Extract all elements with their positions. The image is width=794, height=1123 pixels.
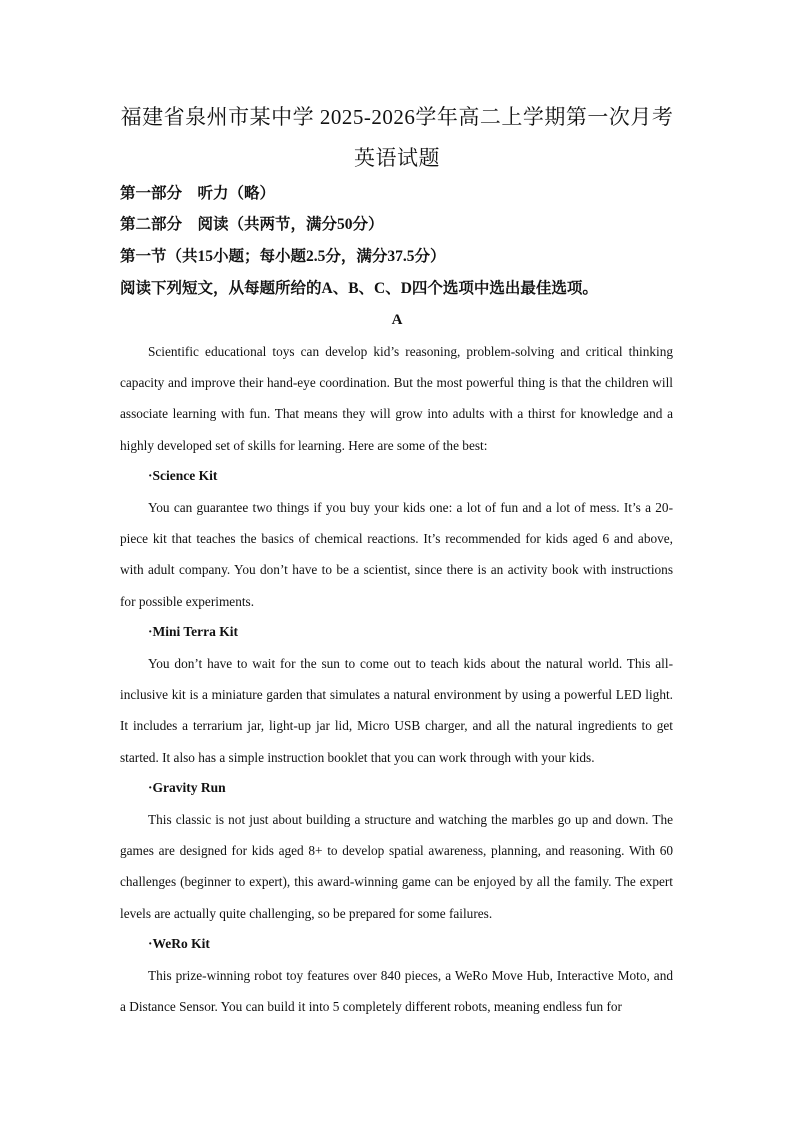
exam-subtitle: 英语试题 [354, 146, 440, 170]
passage-intro: Scientific educational toys can develop kid’s reasoning, problem-solving and critical thinking capacity and improve their hand-eye coordination. But the most powerful thing is that the children will associate learning with fun. That means they will grow into adults with a thirst for knowledge and a highly developed set of skills for learning. Here are some of the best: [120, 344, 673, 453]
section-one-heading: 第一节（共15小题；每小题2.5分，满分37.5分） [120, 248, 446, 265]
part-one-heading: 第一部分 听力（略） [120, 185, 276, 202]
item-body-mini-terra-kit: You don’t have to wait for the sun to come out to teach kids about the natural world. This all-inclusive kit is a miniature garden that simulates a natural environment by using a powerful LED light. It includes a terrarium jar, light-up jar lid, Micro USB charger, and all the natural ingredients to get started. It also has a simple instruction booklet that you can work through with your kids. [120, 656, 673, 765]
item-heading-mini-terra-kit: ·Mini Terra Kit [148, 624, 238, 639]
item-body-science-kit: You can guarantee two things if you buy your kids one: a lot of fun and a lot of mess. It’s a 20-piece kit that teaches the basics of chemical reactions. It’s recommended for kids aged 6 and above, with adult company. You don’t have to be a scientist, since there is an activity book with instructions for possible experiments. [120, 500, 673, 609]
item-heading-science-kit: ·Science Kit [148, 468, 218, 483]
item-body-wero-kit: This prize-winning robot toy features over 840 pieces, a WeRo Move Hub, Interactive Moto, and a Distance Sensor. You can build it into 5 completely different robots, meaning endless fun for [120, 968, 673, 1015]
item-heading-gravity-run: ·Gravity Run [148, 780, 226, 795]
part-two-heading: 第二部分 阅读（共两节，满分50分） [120, 216, 384, 233]
passage-label: A [391, 312, 403, 328]
item-body-gravity-run: This classic is not just about building a structure and watching the marbles go up and down. The games are designed for kids aged 8+ to develop spatial awareness, planning, and reasoning. With 60 challenges (beginner to expert), this award-winning game can be enjoyed by all the family. The expert levels are actually quite challenging, so be prepared for some failures. [120, 812, 673, 921]
exam-title: 福建省泉州市某中学 2025-2026学年高二上学期第一次月考 [120, 105, 674, 129]
reading-instruction: 阅读下列短文，从每题所给的A、B、C、D四个选项中选出最佳选项。 [120, 280, 598, 297]
item-heading-wero-kit: ·WeRo Kit [148, 936, 210, 951]
